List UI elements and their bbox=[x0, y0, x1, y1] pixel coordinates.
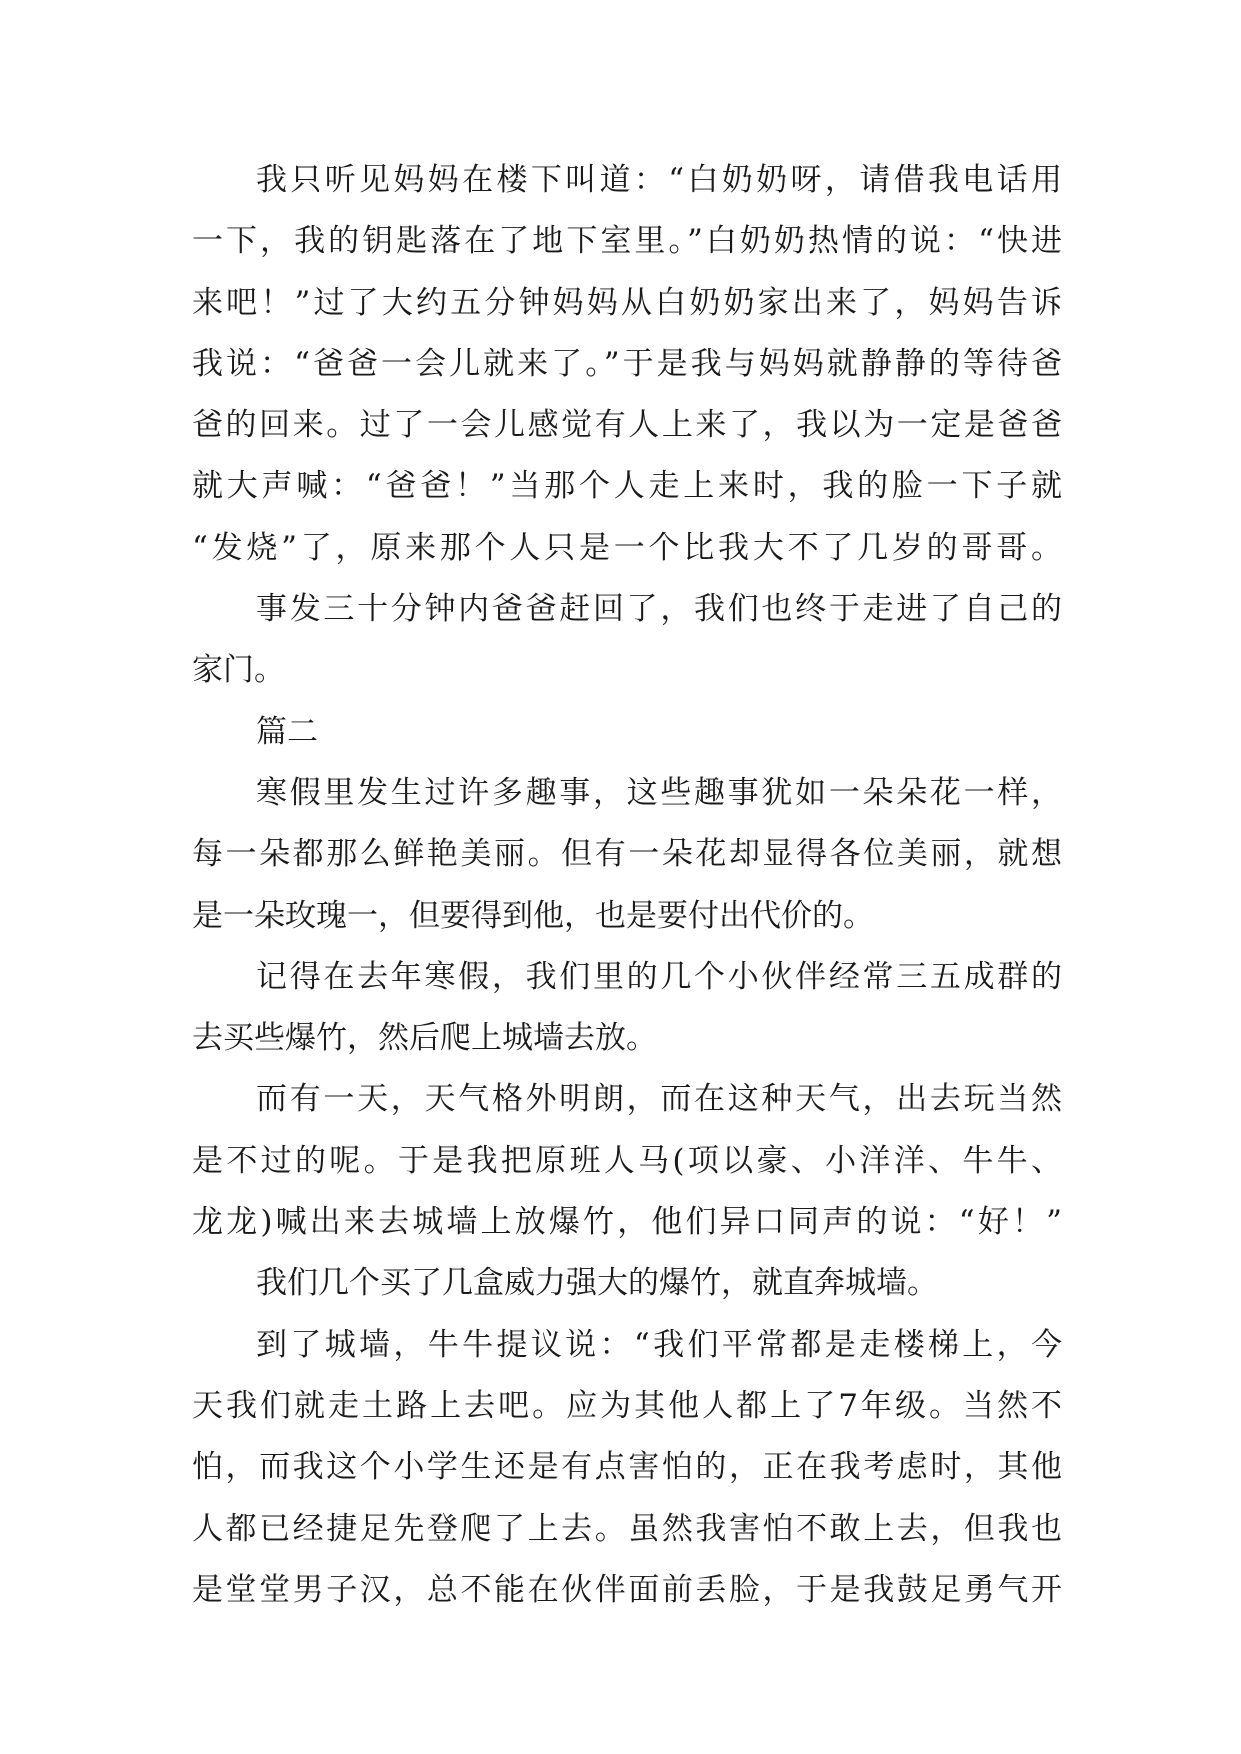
text-line: 到了城墙，牛牛提议说：“我们平常都是走楼梯上，今 bbox=[256, 1326, 1062, 1363]
text-line: 爸的回来。过了一会儿感觉有人上来了，我以为一定是爸爸 bbox=[192, 407, 1062, 444]
text-line: 而有一天，天气格外明朗，而在这种天气，出去玩当然 bbox=[256, 1081, 1062, 1118]
text-line: 寒假里发生过许多趣事，这些趣事犹如一朵朵花一样， bbox=[256, 774, 1062, 811]
text-line: 篇二 bbox=[256, 713, 318, 750]
text-line: 来吧！”过了大约五分钟妈妈从白奶奶家出来了，妈妈告诉 bbox=[192, 284, 1062, 321]
document-body bbox=[192, 160, 1062, 1631]
text-line: 人都已经捷足先登爬了上去。虽然我害怕不敢上去，但我也 bbox=[192, 1510, 1062, 1547]
text-line: 是不过的呢。于是我把原班人马(项以豪、小洋洋、牛牛、 bbox=[192, 1142, 1062, 1179]
text-line: 家门。 bbox=[192, 652, 285, 689]
text-line: 事发三十分钟内爸爸赶回了，我们也终于走进了自己的 bbox=[256, 591, 1062, 628]
text-line: 是一朵玫瑰一，但要得到他，也是要付出代价的。 bbox=[192, 897, 874, 934]
text-line: 怕，而我这个小学生还是有点害怕的，正在我考虑时，其他 bbox=[192, 1449, 1062, 1486]
text-line: 天我们就走土路上去吧。应为其他人都上了7年级。当然不 bbox=[192, 1387, 1062, 1424]
text-line: 就大声喊：“爸爸！”当那个人走上来时，我的脸一下子就 bbox=[192, 468, 1062, 505]
text-line: 龙龙)喊出来去城墙上放爆竹，他们异口同声的说：“好！” bbox=[192, 1204, 1062, 1241]
text-line: “发烧”了，原来那个人只是一个比我大不了几岁的哥哥。 bbox=[192, 529, 1062, 566]
text-line: 我只听见妈妈在楼下叫道：“白奶奶呀，请借我电话用 bbox=[256, 162, 1062, 198]
text-line: 去买些爆竹，然后爬上城墙去放。 bbox=[192, 1020, 657, 1057]
text-line: 一下，我的钥匙落在了地下室里。”白奶奶热情的说：“快进 bbox=[192, 223, 1062, 260]
text-line: 每一朵都那么鲜艳美丽。但有一朵花却显得各位美丽，就想 bbox=[192, 836, 1062, 873]
text-line: 我说：“爸爸一会儿就来了。”于是我与妈妈就静静的等待爸 bbox=[192, 345, 1062, 382]
text-line: 记得在去年寒假，我们里的几个小伙伴经常三五成群的 bbox=[256, 958, 1062, 995]
text-line: 是堂堂男子汉，总不能在伙伴面前丢脸，于是我鼓足勇气开 bbox=[192, 1571, 1062, 1608]
text-line: 我们几个买了几盒威力强大的爆竹，就直奔城墙。 bbox=[256, 1265, 938, 1302]
